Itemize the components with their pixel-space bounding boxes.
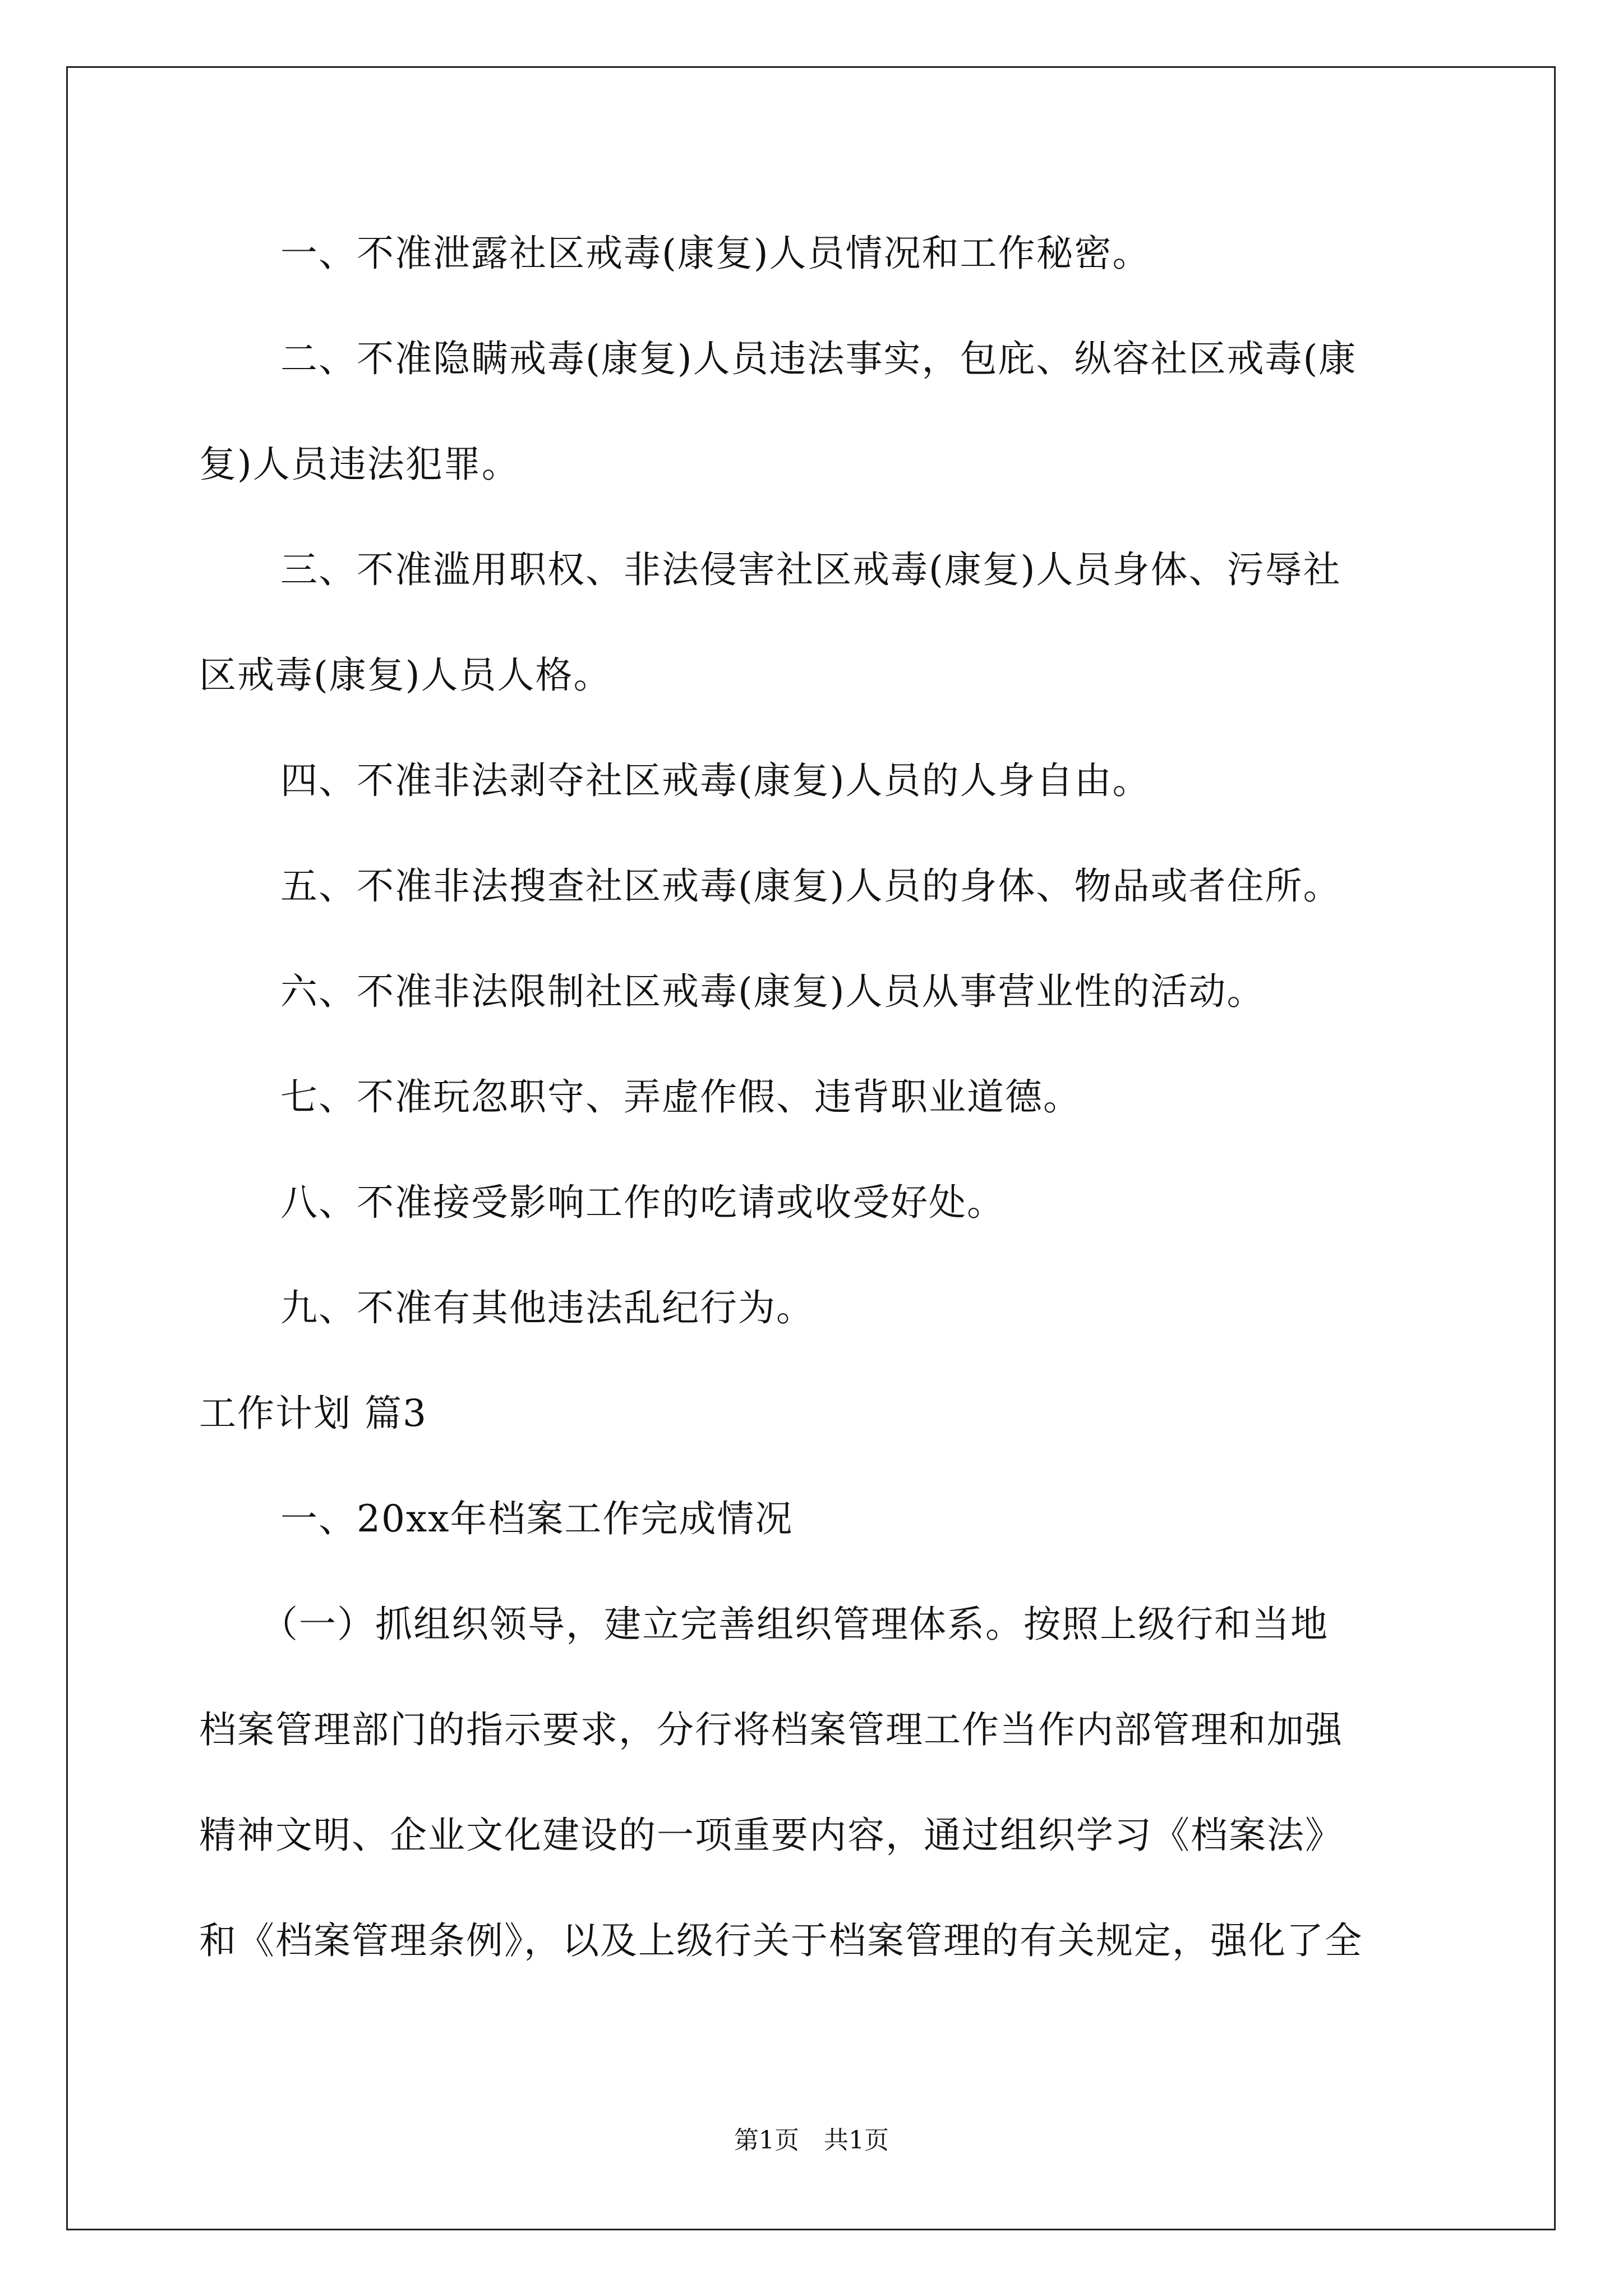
paragraph-line: 档案管理部门的指示要求，分行将档案管理工作当作内部管理和加强: [199, 1708, 1343, 1751]
page-border: [66, 66, 1556, 2230]
paragraph-line: 八、不准接受影响工作的吃请或收受好处。: [280, 1181, 1005, 1224]
page-number-footer: 第1页 共1页: [734, 2126, 889, 2155]
paragraph-line: 三、不准滥用职权、非法侵害社区戒毒(康复)人员身体、污辱社: [280, 548, 1341, 591]
paragraph-line: 九、不准有其他违法乱纪行为。: [280, 1286, 814, 1329]
paragraph-line: 一、20xx年档案工作完成情况: [280, 1497, 794, 1540]
paragraph-line: 四、不准非法剥夺社区戒毒(康复)人员的人身自由。: [280, 759, 1151, 802]
paragraph-line: 二、不准隐瞒戒毒(康复)人员违法事实，包庇、纵容社区戒毒(康: [280, 337, 1357, 380]
paragraph-line: 和《档案管理条例》，以及上级行关于档案管理的有关规定，强化了全: [199, 1919, 1363, 1962]
section-heading: 工作计划 篇3: [199, 1392, 427, 1435]
paragraph-line: 精神文明、企业文化建设的一项重要内容，通过组织学习《档案法》: [199, 1814, 1343, 1857]
paragraph-line: 区戒毒(康复)人员人格。: [199, 654, 612, 697]
paragraph-line: （一）抓组织领导，建立完善组织管理体系。按照上级行和当地: [261, 1603, 1329, 1646]
paragraph-line: 一、不准泄露社区戒毒(康复)人员情况和工作秘密。: [280, 232, 1151, 275]
paragraph-line: 五、不准非法搜查社区戒毒(康复)人员的身体、物品或者住所。: [280, 864, 1341, 908]
paragraph-line: 七、不准玩忽职守、弄虚作假、违背职业道德。: [280, 1075, 1081, 1119]
paragraph-line: 六、不准非法限制社区戒毒(康复)人员从事营业性的活动。: [280, 970, 1265, 1013]
paragraph-line: 复)人员违法犯罪。: [199, 443, 520, 486]
